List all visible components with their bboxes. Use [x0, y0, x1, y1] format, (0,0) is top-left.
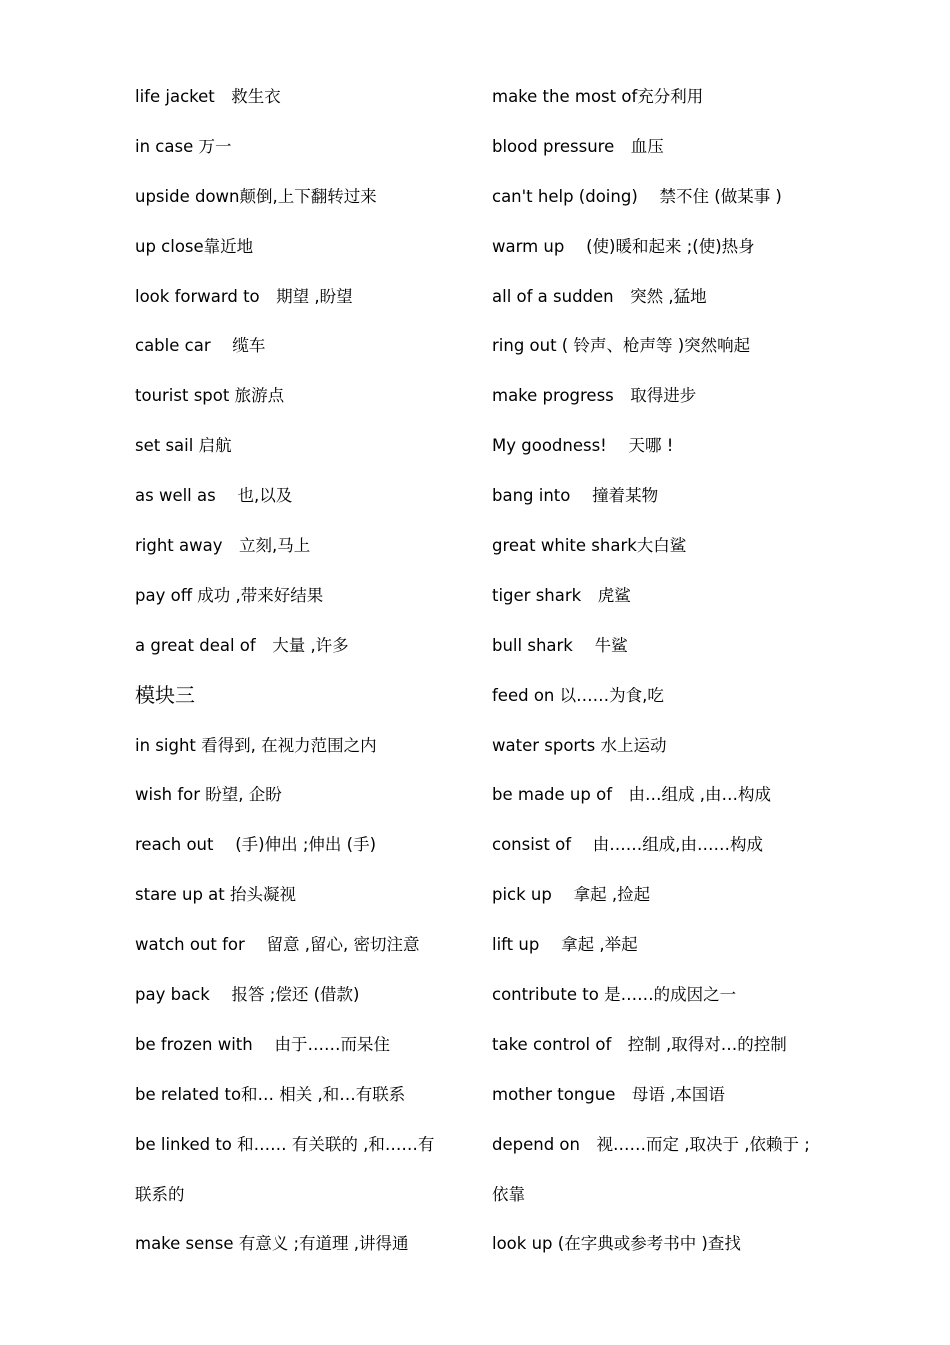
vocab-entry: right away 立刻,马上 [135, 536, 311, 556]
vocab-entry: look up (在字典或参考书中 )查找 [492, 1234, 741, 1254]
vocab-entry: mother tongue 母语 ,本国语 [492, 1084, 725, 1104]
right-column [492, 72, 837, 1269]
section-heading: 模块三 [135, 682, 195, 707]
vocab-entry: upside down颠倒,上下翻转过来 [135, 186, 377, 206]
vocab-entry: as well as 也,以及 [135, 486, 293, 506]
vocab-entry: ring out ( 铃声、枪声等 )突然响起 [492, 336, 751, 356]
vocab-entry: be linked to 和…… 有关联的 ,和……有 [135, 1134, 435, 1154]
vocab-entry: contribute to 是……的成因之一 [492, 985, 737, 1005]
vocab-entry: up close靠近地 [135, 236, 254, 256]
vocab-entry: blood pressure 血压 [492, 136, 664, 156]
vocab-entry: cable car 缆车 [135, 336, 266, 356]
vocab-entry: lift up 拿起 ,举起 [492, 935, 638, 955]
left-column [135, 72, 475, 1269]
vocab-entry: reach out (手)伸出 ;伸出 (手) [135, 835, 377, 855]
vocab-entry: wish for 盼望, 企盼 [135, 785, 282, 805]
vocab-entry: pay back 报答 ;偿还 (借款) [135, 985, 360, 1005]
vocab-entry: bull shark 牛鲨 [492, 635, 628, 655]
vocab-entry: be related to和… 相关 ,和…有联系 [135, 1084, 406, 1104]
vocab-entry: tourist spot 旅游点 [135, 386, 285, 406]
vocab-entry: bang into 撞着某物 [492, 486, 659, 506]
vocab-entry: a great deal of 大量 ,许多 [135, 635, 349, 655]
vocab-entry: consist of 由……组成,由……构成 [492, 835, 764, 855]
vocab-entry: water sports 水上运动 [492, 735, 667, 755]
vocab-entry: life jacket 救生衣 [135, 87, 281, 106]
vocab-entry: great white shark大白鲨 [492, 536, 687, 556]
vocab-entry: take control of 控制 ,取得对…的控制 [492, 1034, 787, 1054]
vocab-entry: tiger shark 虎鲨 [492, 585, 631, 605]
vocab-entry: pick up 拿起 ,捡起 [492, 885, 651, 905]
vocab-entry: make sense 有意义 ;有道理 ,讲得通 [135, 1234, 409, 1254]
vocab-entry: be made up of 由…组成 ,由…构成 [492, 785, 771, 805]
vocab-entry: watch out for 留意 ,留心, 密切注意 [135, 935, 420, 955]
vocab-entry: 依靠 [492, 1184, 525, 1204]
vocab-entry: make the most of充分利用 [492, 87, 704, 106]
vocab-entry: feed on 以……为食,吃 [492, 685, 664, 705]
vocab-entry: in case 万一 [135, 136, 232, 156]
vocab-entry: warm up (使)暖和起来 ;(使)热身 [492, 236, 755, 256]
vocab-entry: 联系的 [135, 1184, 185, 1204]
vocab-entry: look forward to 期望 ,盼望 [135, 286, 353, 306]
vocab-entry: set sail 启航 [135, 436, 232, 456]
vocab-entry: be frozen with 由于……而呆住 [135, 1034, 390, 1054]
vocab-entry: stare up at 抬头凝视 [135, 885, 296, 905]
vocab-entry: depend on 视……而定 ,取决于 ,依赖于 ; [492, 1134, 810, 1154]
vocab-entry: in sight 看得到, 在视力范围之内 [135, 735, 377, 755]
vocab-entry: make progress 取得进步 [492, 386, 697, 406]
vocab-entry: all of a sudden 突然 ,猛地 [492, 286, 707, 306]
vocab-entry: pay off 成功 ,带来好结果 [135, 585, 324, 605]
vocab-entry: My goodness! 天哪 ! [492, 436, 674, 456]
vocab-entry: can't help (doing) 禁不住 (做某事 ) [492, 186, 782, 206]
